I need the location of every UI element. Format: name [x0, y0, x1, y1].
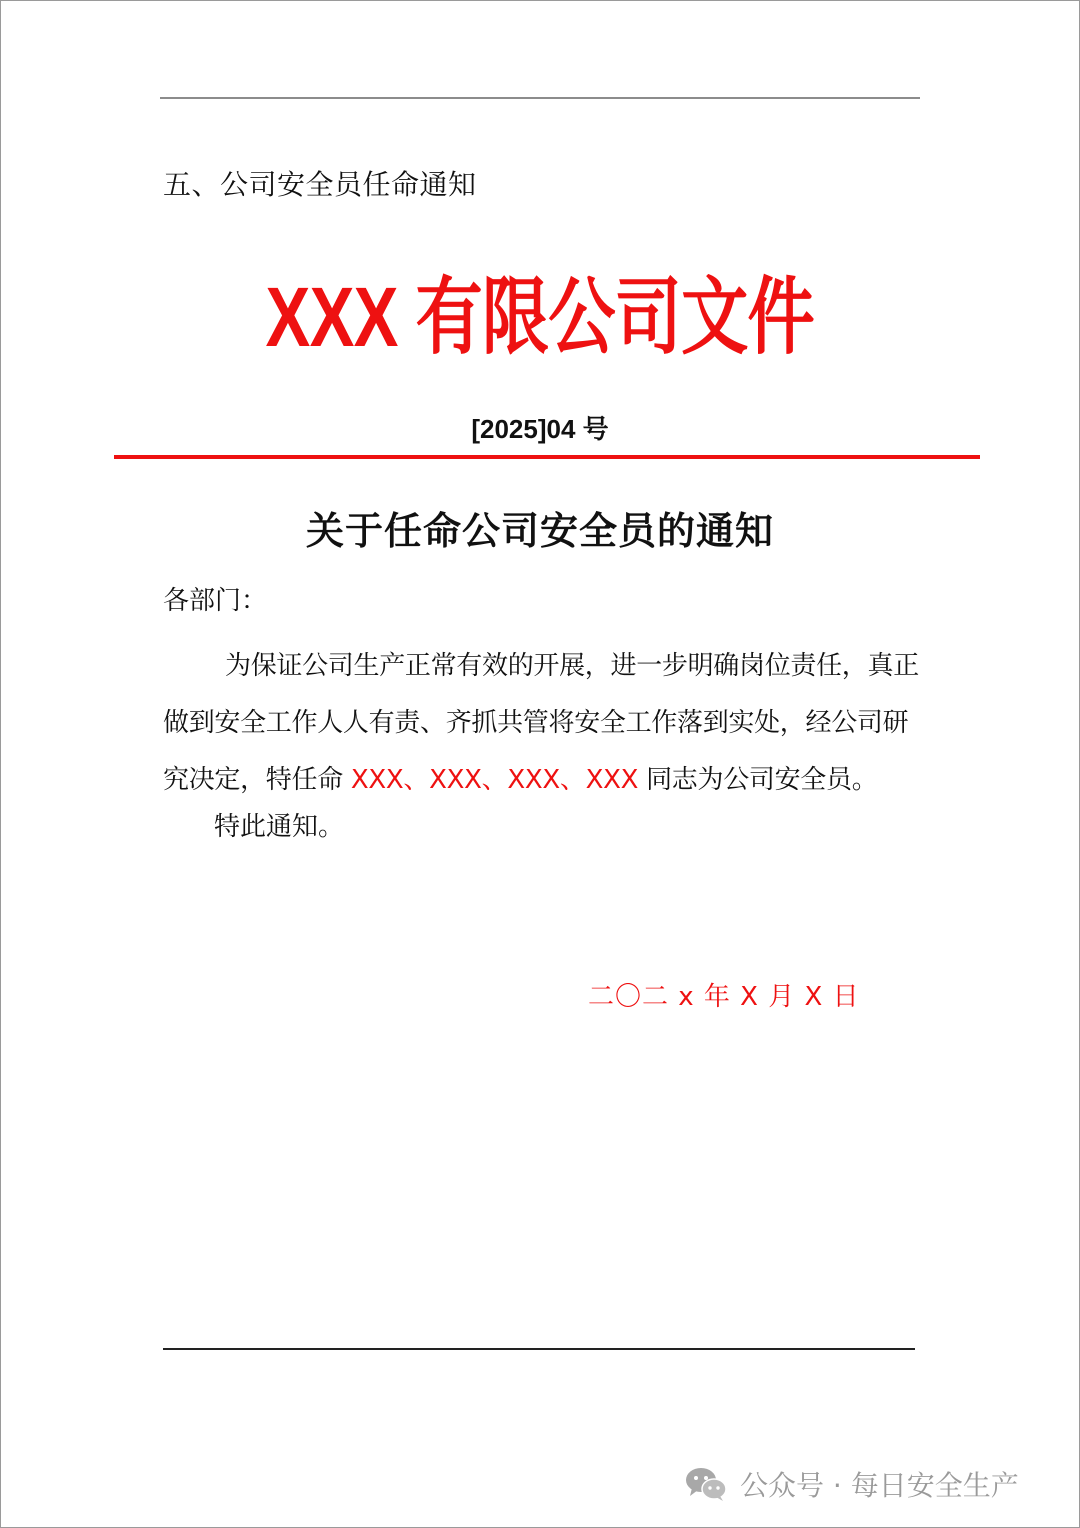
section-heading: 五、公司安全员任命通知	[163, 168, 477, 201]
document-number: [2025]04 号	[471, 414, 609, 444]
wechat-icon	[684, 1466, 728, 1502]
header-rule	[160, 97, 920, 99]
document-title: 关于任命公司安全员的通知	[305, 509, 774, 553]
closing-line: 特此通知。	[214, 812, 345, 842]
letterhead	[0, 262, 1080, 372]
salutation: 各部门：	[163, 586, 268, 616]
date-line: 二〇二 x 年 X 月 X 日	[588, 982, 860, 1012]
footer-rule	[163, 1348, 915, 1350]
watermark	[684, 1462, 1019, 1506]
watermark-text: 公众号 · 每日安全生产	[740, 1469, 1019, 1502]
body-paragraph	[163, 638, 923, 809]
red-divider	[114, 455, 980, 459]
appointee-names: XXX、XXX、XXX、XXX	[350, 765, 639, 795]
letterhead-text: XXX 有限公司文件	[265, 270, 815, 364]
body-text-after: 同志为公司安全员。	[638, 765, 878, 795]
body-text-before: 为保证公司生产正常有效的开展，进一步明确岗位责任，真正做到安全工作人人有责、齐抓共管将安全工作落到实处，经公司研究决定，特任命	[163, 651, 919, 795]
